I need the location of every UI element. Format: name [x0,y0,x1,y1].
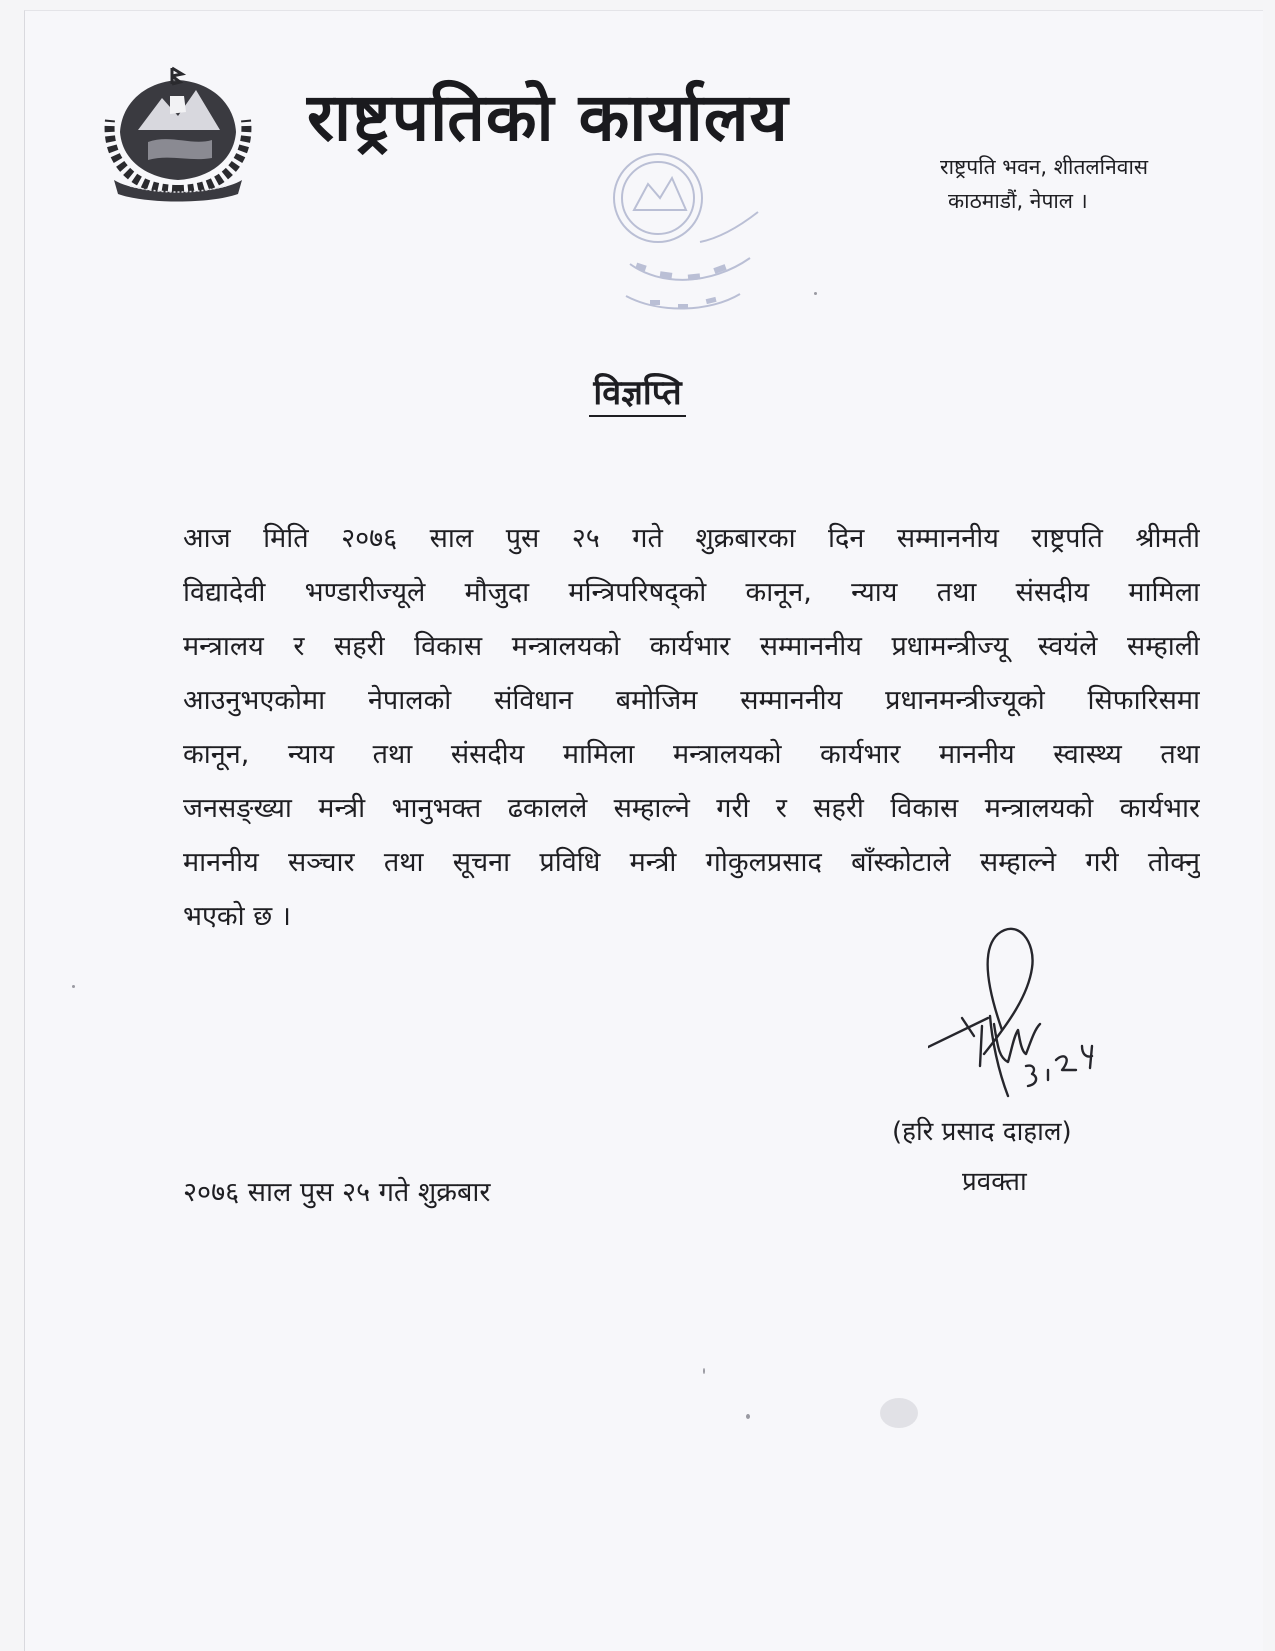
address-line-2: काठमाडौं, नेपाल । [948,189,1088,213]
nepal-emblem-icon [100,62,256,202]
body-line: जनसङ्ख्या मन्त्री भानुभक्त ढकालले सम्हाल्ने गरी र सहरी विकास मन्त्रालयको कार्यभार [183,793,1200,824]
paper-smudge [880,1398,918,1428]
paper-speck [703,1368,705,1374]
paper-speck [72,985,75,988]
issue-date: २०७६ साल पुस २५ गते शुक्रबार [183,1177,491,1208]
body-line: मन्त्रालय र सहरी विकास मन्त्रालयको कार्यभार सम्माननीय प्रधामन्त्रीज्यू स्वयंले सम्हाली [183,631,1200,662]
body-line: माननीय सञ्चार तथा सूचना प्रविधि मन्त्री गोकुलप्रसाद बाँस्कोटाले सम्हाल्ने गरी तोक्नु [183,847,1200,878]
office-address [940,150,1148,218]
signatory-role: प्रवक्ता [962,1167,1027,1197]
body-line: आउनुभएकोमा नेपालको संविधान बमोजिम सम्माननीय प्रधानमन्त्रीज्यूको सिफारिसमा [183,685,1200,716]
address-line-1: राष्ट्रपति भवन, शीतलनिवास [940,155,1149,179]
notice-body [183,512,1200,944]
body-line: कानून, न्याय तथा संसदीय मामिला मन्त्रालयको कार्यभार माननीय स्वास्थ्य तथा [183,739,1200,770]
body-line: विद्यादेवी भण्डारीज्यूले मौजुदा मन्त्रिपरिषद्को कानून, न्याय तथा संसदीय मामिला [183,577,1200,608]
office-seal-stamp [590,146,800,326]
notice-title-text: विज्ञप्ति [589,373,685,417]
paper-speck [814,292,817,295]
paper-speck [746,1414,750,1419]
body-line: आज मिति २०७६ साल पुस २५ गते शुक्रबारका दिन सम्माननीय राष्ट्रपति श्रीमती [183,523,1200,554]
notice-title [0,368,1275,414]
office-title: राष्ट्रपतिको कार्यालय [307,79,789,156]
signatory-name: (हरि प्रसाद दाहाल) [892,1117,1072,1147]
body-line: भएको छ । [183,901,291,932]
handwritten-signature [928,920,1158,1120]
